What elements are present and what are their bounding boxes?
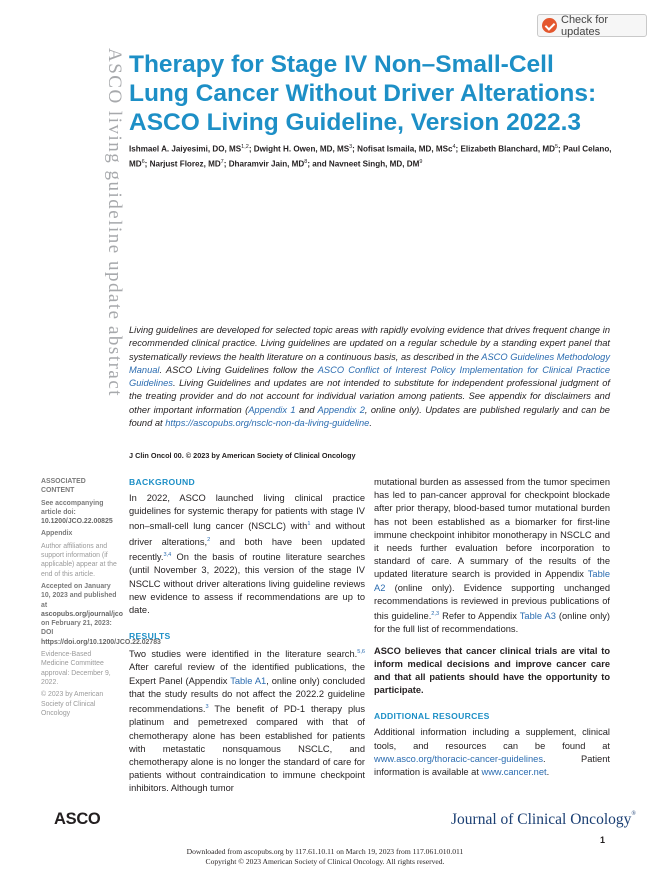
- author-list: Ishmael A. Jaiyesimi, DO, MS$^{1,2}$; Dwight H. Owen, MD, $MS^3$; Nofisat Ismaila, MD, MSc$^4$; Elizabeth Blanchard, $MD^5$; Paul Celano, $MD^6$; Narjust Florez, $MD^7$; Dharamvir Jain, $MD^8$; and Navneet Singh, MD, $DM^9$: [129, 144, 612, 169]
- background-heading: BACKGROUND: [129, 477, 196, 487]
- cancer-net-link[interactable]: www.cancer.net: [481, 766, 547, 777]
- page-number: 1: [600, 835, 606, 845]
- paragraph-segment: The benefit of PD-1 therapy plus platinum and pemetrexed compared with that of chemotherapy alone has been established for patients with metastatic nonsquamous NSCLC, and chemotherapy alone is no longer the standard of care for patients without contraindication to immune checkpoint inhibitors. Although tumor: [129, 704, 365, 794]
- appendix-1-link[interactable]: Appendix 1: [248, 404, 296, 415]
- footer-copyright: Copyright © 2023 American Society of Clinical Oncology. All rights reserved.: [205, 856, 445, 866]
- methodology-manual-link[interactable]: ASCO Guidelines Methodology Manual: [129, 351, 610, 375]
- download-footer: [0, 847, 650, 866]
- guideline-type-label: ASCO living guideline update: [104, 48, 125, 321]
- appendix-label: Appendix: [41, 530, 73, 538]
- results-paragraph: [129, 646, 365, 795]
- download-info: Downloaded from ascopubs.org by 117.61.10.11 on March 19, 2023 from 117.061.010.011: [186, 847, 464, 856]
- author-name: Dharamvir Jain, MD: [228, 159, 305, 169]
- check-for-updates-button[interactable]: [537, 14, 647, 37]
- paragraph-segment: Two studies were identified in the literature search.: [129, 649, 358, 660]
- abstract-side-label: abstract: [104, 326, 125, 398]
- author-name: Navneet Singh, MD, DM: [328, 159, 420, 169]
- author-affiliations-note: Author affiliations and support information (if applicable) appear at the end of this article.: [41, 542, 117, 578]
- abstract-segment: and: [295, 404, 318, 415]
- author-affiliation: 7: [220, 158, 224, 165]
- reference-marker[interactable]: 3,4: [163, 552, 172, 558]
- reference-marker[interactable]: 5,6: [357, 649, 365, 656]
- author-affiliation: 6: [141, 158, 145, 165]
- reference-marker[interactable]: 2,3: [431, 611, 440, 618]
- table-a1-link[interactable]: Table A1: [230, 675, 267, 686]
- paragraph-segment: mutational burden as assessed from the tumor specimen has led to pan-cancer approval for checkpoint blockade after prior therapy, blood-based tumor mutational burden has not been established as a biomarker for first-line immune checkpoint inhibitor monotherapy in NSCLC and it needs further evaluation before incorporation to standard of care. A summary of the results of the updated literature search is provided in Appendix: [374, 477, 610, 580]
- coi-policy-link[interactable]: ASCO Conflict of Interest Policy Implementation for Clinical Practice Guidelines: [129, 364, 610, 389]
- author-name: Ishmael A. Jaiyesimi, DO, MS: [129, 144, 242, 154]
- author-affiliation: 1,2: [241, 144, 249, 150]
- accompanying-article-note: [41, 499, 119, 527]
- author-name: Paul Celano, MD: [129, 144, 612, 169]
- author-name: Dwight H. Owen, MD, MS: [253, 144, 350, 154]
- author-affiliation: 5: [554, 144, 559, 150]
- paragraph-segment: (online only). Evidence supporting unchanged recommendations is reviewed in previous publications of this guideline.: [374, 582, 610, 622]
- accompanying-label: See accompanying article doi:: [41, 499, 104, 516]
- journal-citation: J Clin Oncol 00. © 2023 by American Society of Clinical Oncology: [129, 451, 356, 460]
- accompanying-doi-link[interactable]: 10.1200/JCO.22.00825: [41, 518, 113, 526]
- reference-marker[interactable]: 1: [307, 521, 311, 528]
- publication-date: on February 21, 2023: DOI: [41, 620, 112, 637]
- paragraph-segment: (online only) for the full list of recommendations.: [374, 611, 611, 635]
- abstract-segment: . Living Guidelines and updates are not intended to substitute for independent professional judgment of the treating provider and do not account for individual variation among patients. See appendix for disclaimers and other important information (: [129, 378, 610, 415]
- living-guideline-url-link[interactable]: https://ascopubs.org/nsclc-non-da-living-guideline: [165, 418, 370, 429]
- committee-approval: Evidence-Based Medicine Committee approval: December 9, 2022.: [41, 651, 111, 686]
- accepted-label: Accepted on January 10, 2023 and published at: [41, 582, 117, 609]
- reference-marker[interactable]: 3: [205, 704, 209, 711]
- author-affiliation: 3: [349, 144, 353, 150]
- journal-site-link[interactable]: ascopubs.org/journal/jco: [41, 610, 123, 618]
- author-affiliation: 8: [304, 158, 308, 165]
- author-affiliation: 4: [452, 144, 456, 150]
- paragraph-segment: .: [546, 766, 550, 777]
- article-title: Therapy for Stage IV Non–Small-Cell Lung Cancer Without Driver Alterations: ASCO Living Guideline, Version 2022.3: [129, 51, 597, 136]
- abstract-segment: , online only). Updates are published regularly and can be found at: [129, 404, 610, 429]
- abstract-segment: .: [369, 418, 372, 429]
- results-heading: RESULTS: [129, 631, 171, 642]
- author-name: Narjust Florez, MD: [149, 159, 221, 169]
- paragraph-segment: On the basis of routine literature searches (until November 3, 2022), this version of the stage IV NSCLC without driver alterations living guideline reviews new evidence to assess if recommendations are up to date.: [129, 552, 365, 615]
- table-a2-link[interactable]: Table A2: [374, 569, 610, 593]
- paragraph-segment: After careful review of the identified publications, the Expert Panel (Appendix: [129, 662, 365, 686]
- journal-name: Journal of Clinical Oncology: [451, 811, 632, 828]
- table-a3-link[interactable]: Table A3: [519, 611, 556, 622]
- thoracic-guidelines-link[interactable]: www.asco.org/thoracic-cancer-guidelines: [374, 753, 543, 764]
- copyright-note: © 2023 by American Society of Clinical Oncology: [41, 691, 104, 717]
- additional-resources-heading: ADDITIONAL RESOURCES: [374, 711, 490, 722]
- author-name: Elizabeth Blanchard, MD: [460, 144, 555, 154]
- paragraph-segment: and without driver alterations,: [129, 521, 365, 547]
- check-updates-icon: [542, 18, 557, 33]
- paragraph-segment: In 2022, ASCO launched living clinical practice guidelines for systemic therapy for patients with stage IV non–small-cell lung cancer (NSCLC) with: [129, 493, 365, 532]
- author-affiliation: 9: [419, 158, 423, 165]
- author-conjunction: and: [312, 159, 327, 169]
- appendix-2-link[interactable]: Appendix 2: [317, 404, 365, 415]
- abstract-segment: Living guidelines are developed for selected topic areas with rapidly evolving evidence that drives frequent change in recommended clinical practice. Living guidelines are updated on a regular schedule by a standing expert panel that systematically reviews the health literature on a continuous basis, as described in the: [129, 325, 610, 362]
- paragraph-segment: and both have been updated recently.: [129, 536, 365, 563]
- registered-mark: ®: [631, 811, 636, 817]
- check-updates-label: Check for updates: [561, 13, 609, 38]
- clinical-trials-statement: ASCO believes that cancer clinical trials are vital to inform medical decisions and improve cancer care and that all patients should have the opportunity to participate.: [374, 645, 610, 696]
- additional-resources-paragraph: [374, 726, 610, 779]
- journal-logo: [451, 811, 636, 829]
- article-doi-link[interactable]: https://doi.org/10.1200/JCO.22.02783: [41, 638, 161, 646]
- body-left-column: [129, 476, 365, 804]
- abstract-text: [129, 324, 610, 430]
- associated-content-heading: ASSOCIATED CONTENT: [41, 478, 86, 495]
- body-right-column: [374, 476, 610, 787]
- paragraph-segment: Additional information including a supplement, clinical tools, and resources can be found at: [374, 727, 610, 751]
- author-name: Nofisat Ismaila, MD, MSc: [357, 144, 453, 154]
- asco-logo: ASCO: [54, 810, 101, 828]
- background-paragraph: [129, 492, 365, 617]
- reference-marker[interactable]: 2: [207, 536, 211, 543]
- paragraph-segment: , online only) concluded that the study results do not affect the 2022.2 guideline recommendations.: [129, 675, 365, 715]
- abstract-segment: . ASCO Living Guidelines follow the: [159, 364, 318, 375]
- paragraph-segment: Refer to Appendix: [439, 611, 520, 622]
- results-continued-paragraph: [374, 476, 610, 637]
- paragraph-segment: . Patient information is available at: [374, 753, 610, 777]
